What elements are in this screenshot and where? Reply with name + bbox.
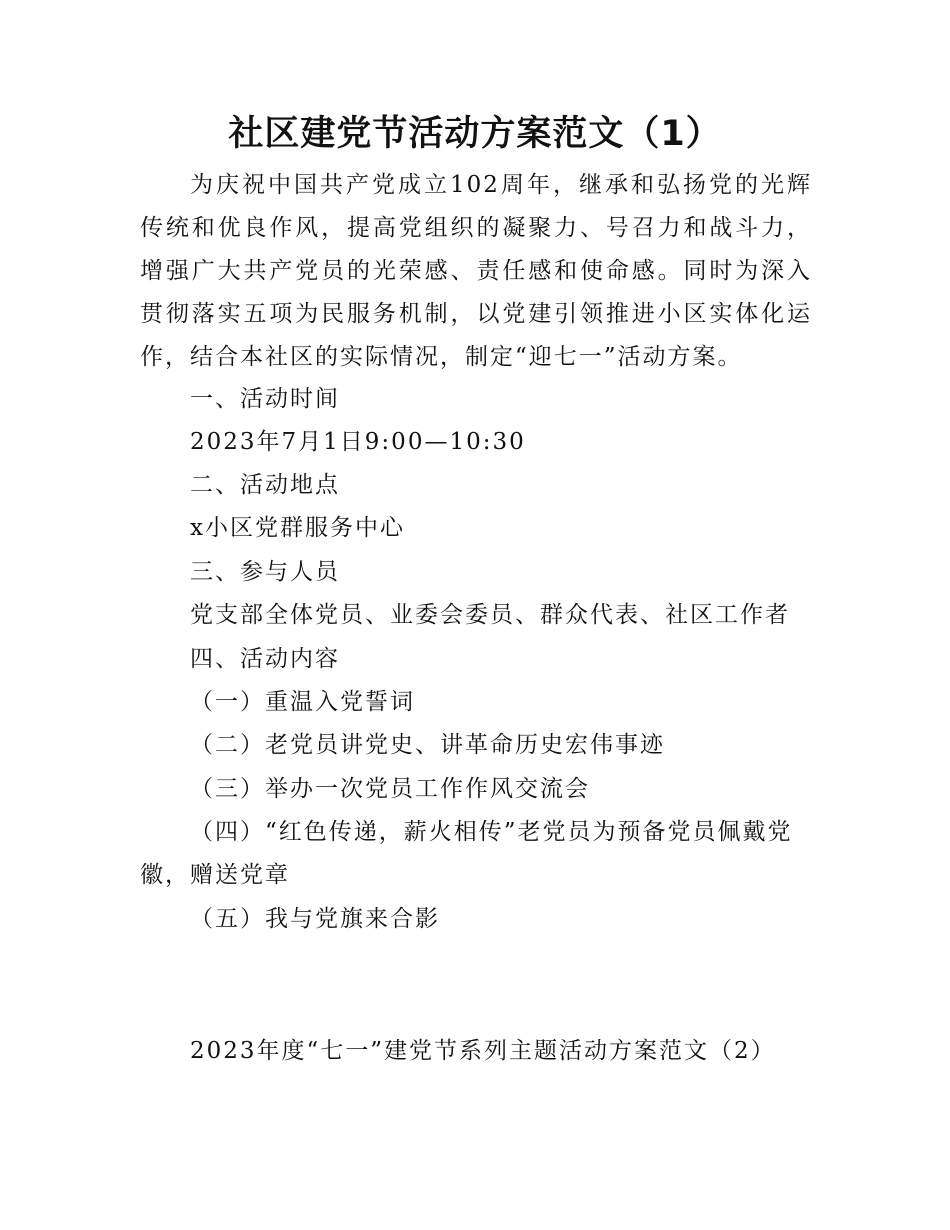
section-heading-content: 四、活动内容 — [190, 646, 340, 672]
content-item: （一）重温入党誓词 — [190, 689, 415, 715]
section-heading-participants: 三、参与人员 — [190, 559, 340, 585]
participants-text: 党支部全体党员、业委会委员、群众代表、社区工作者 — [190, 602, 790, 628]
activity-time-text: 2023年7月1日9:00—10:30 — [190, 429, 526, 455]
content-item: （五）我与党旗来合影 — [190, 906, 440, 932]
content-item: （二）老党员讲党史、讲革命历史宏伟事迹 — [190, 732, 665, 758]
content-item: （四）“红色传递，薪火相传”老党员为预备党员佩戴党徽，赠送党章 — [140, 819, 793, 888]
section-heading-location: 二、活动地点 — [190, 472, 340, 498]
document-title: 社区建党节活动方案范文（1） — [228, 114, 722, 154]
section-heading-time: 一、活动时间 — [190, 386, 340, 412]
activity-location-text: x小区党群服务中心 — [190, 515, 405, 541]
intro-paragraph: 为庆祝中国共产党成立102周年，继承和弘扬党的光辉传统和优良作风，提高党组织的凝聚力、号召力和战斗力，增强广大共产党员的光荣感、责任感和使命感。同时为深入贯彻落实五项为民服务机制，以党建引领推进小区实体化运作，结合本社区的实际情况，制定“迎七一”活动方案。 — [140, 172, 812, 370]
content-item: （三）举办一次党员工作作风交流会 — [190, 776, 590, 802]
next-document-title: 2023年度“七一”建党节系列主题活动方案范文（2） — [190, 1038, 776, 1064]
